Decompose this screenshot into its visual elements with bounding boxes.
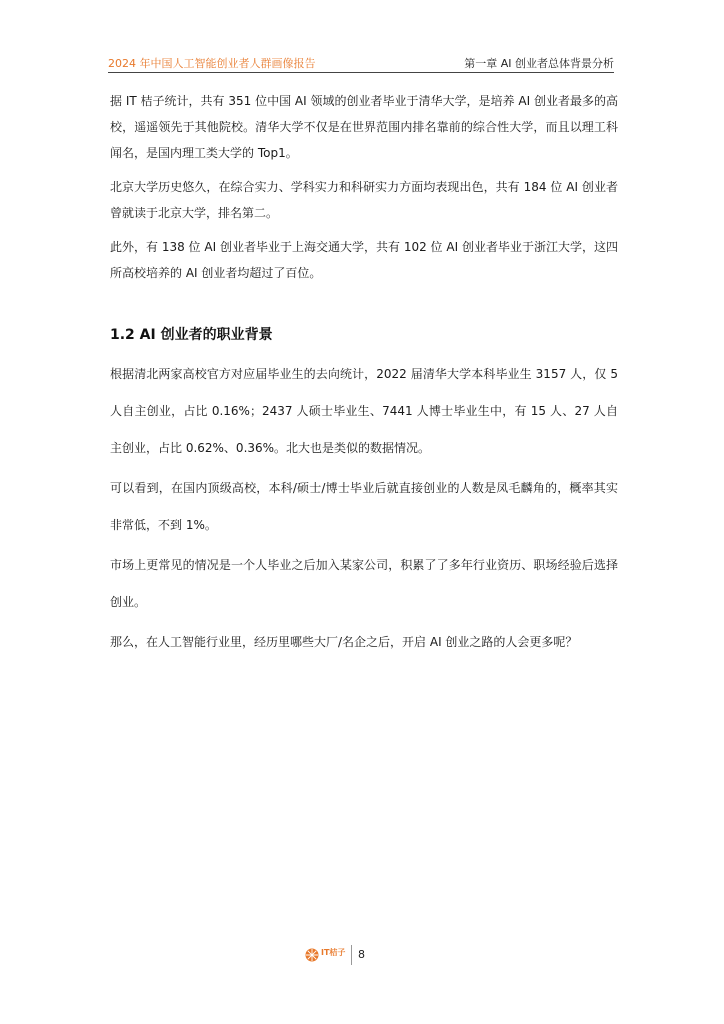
paragraph-sjtu-zju: 此外，有 138 位 AI 创业者毕业于上海交通大学，共有 102 位 AI 创业者毕业于浙江大学，这四所高校培养的 AI 创业者均超过了百位。 <box>110 240 618 280</box>
itjuzi-logo <box>305 945 345 965</box>
paragraph-tsinghua: 据 IT 桔子统计，共有 351 位中国 AI 领域的创业者毕业于清华大学，是培养 AI 创业者最多的高校，遥遥领先于其他院校。清华大学不仅是在世界范围内排名靠前的综合性大学，而且以理工科闻名，是国内理工类大学的 Top1。 <box>110 94 618 160</box>
footer-divider <box>351 945 352 965</box>
paragraph-common-path: 市场上更常见的情况是一个人毕业之后加入某家公司，积累了了多年行业资历、职场经验后选择创业。 <box>110 558 618 609</box>
chapter-title: 第一章 AI 创业者总体背景分析 <box>464 57 614 70</box>
paragraph-peking: 北京大学历史悠久，在综合实力、学科实力和科研实力方面均表现出色，共有 184 位 AI 创业者曾就读于北京大学，排名第二。 <box>110 180 618 220</box>
report-title: 2024 年中国人工智能创业者人群画像报告 <box>108 57 316 70</box>
paragraph-graduate-stats: 根据清北两家高校官方对应届毕业生的去向统计，2022 届清华大学本科毕业生 3157 人，仅 5 人自主创业，占比 0.16%；2437 人硕士毕业生、7441 人博士毕业生中，有 15 人、27 人自主创业，占比 0.62%、0.36%。北大也是类似的数据情况。 <box>110 367 618 455</box>
page-content <box>110 88 618 664</box>
paragraph-low-probability: 可以看到，在国内顶级高校，本科/硕士/博士毕业后就直接创业的人数是凤毛麟角的，概率其实非常低，不到 1%。 <box>110 481 618 532</box>
page-header <box>108 52 614 73</box>
orange-logo-icon <box>305 948 319 962</box>
page-footer <box>0 943 724 967</box>
logo-text: IT桔子 <box>321 948 346 957</box>
section-heading: 1.2 AI 创业者的职业背景 <box>110 327 273 343</box>
paragraph-question: 那么，在人工智能行业里，经历里哪些大厂/名企之后，开启 AI 创业之路的人会更多呢？ <box>110 635 578 649</box>
page-number: 8 <box>358 948 365 961</box>
